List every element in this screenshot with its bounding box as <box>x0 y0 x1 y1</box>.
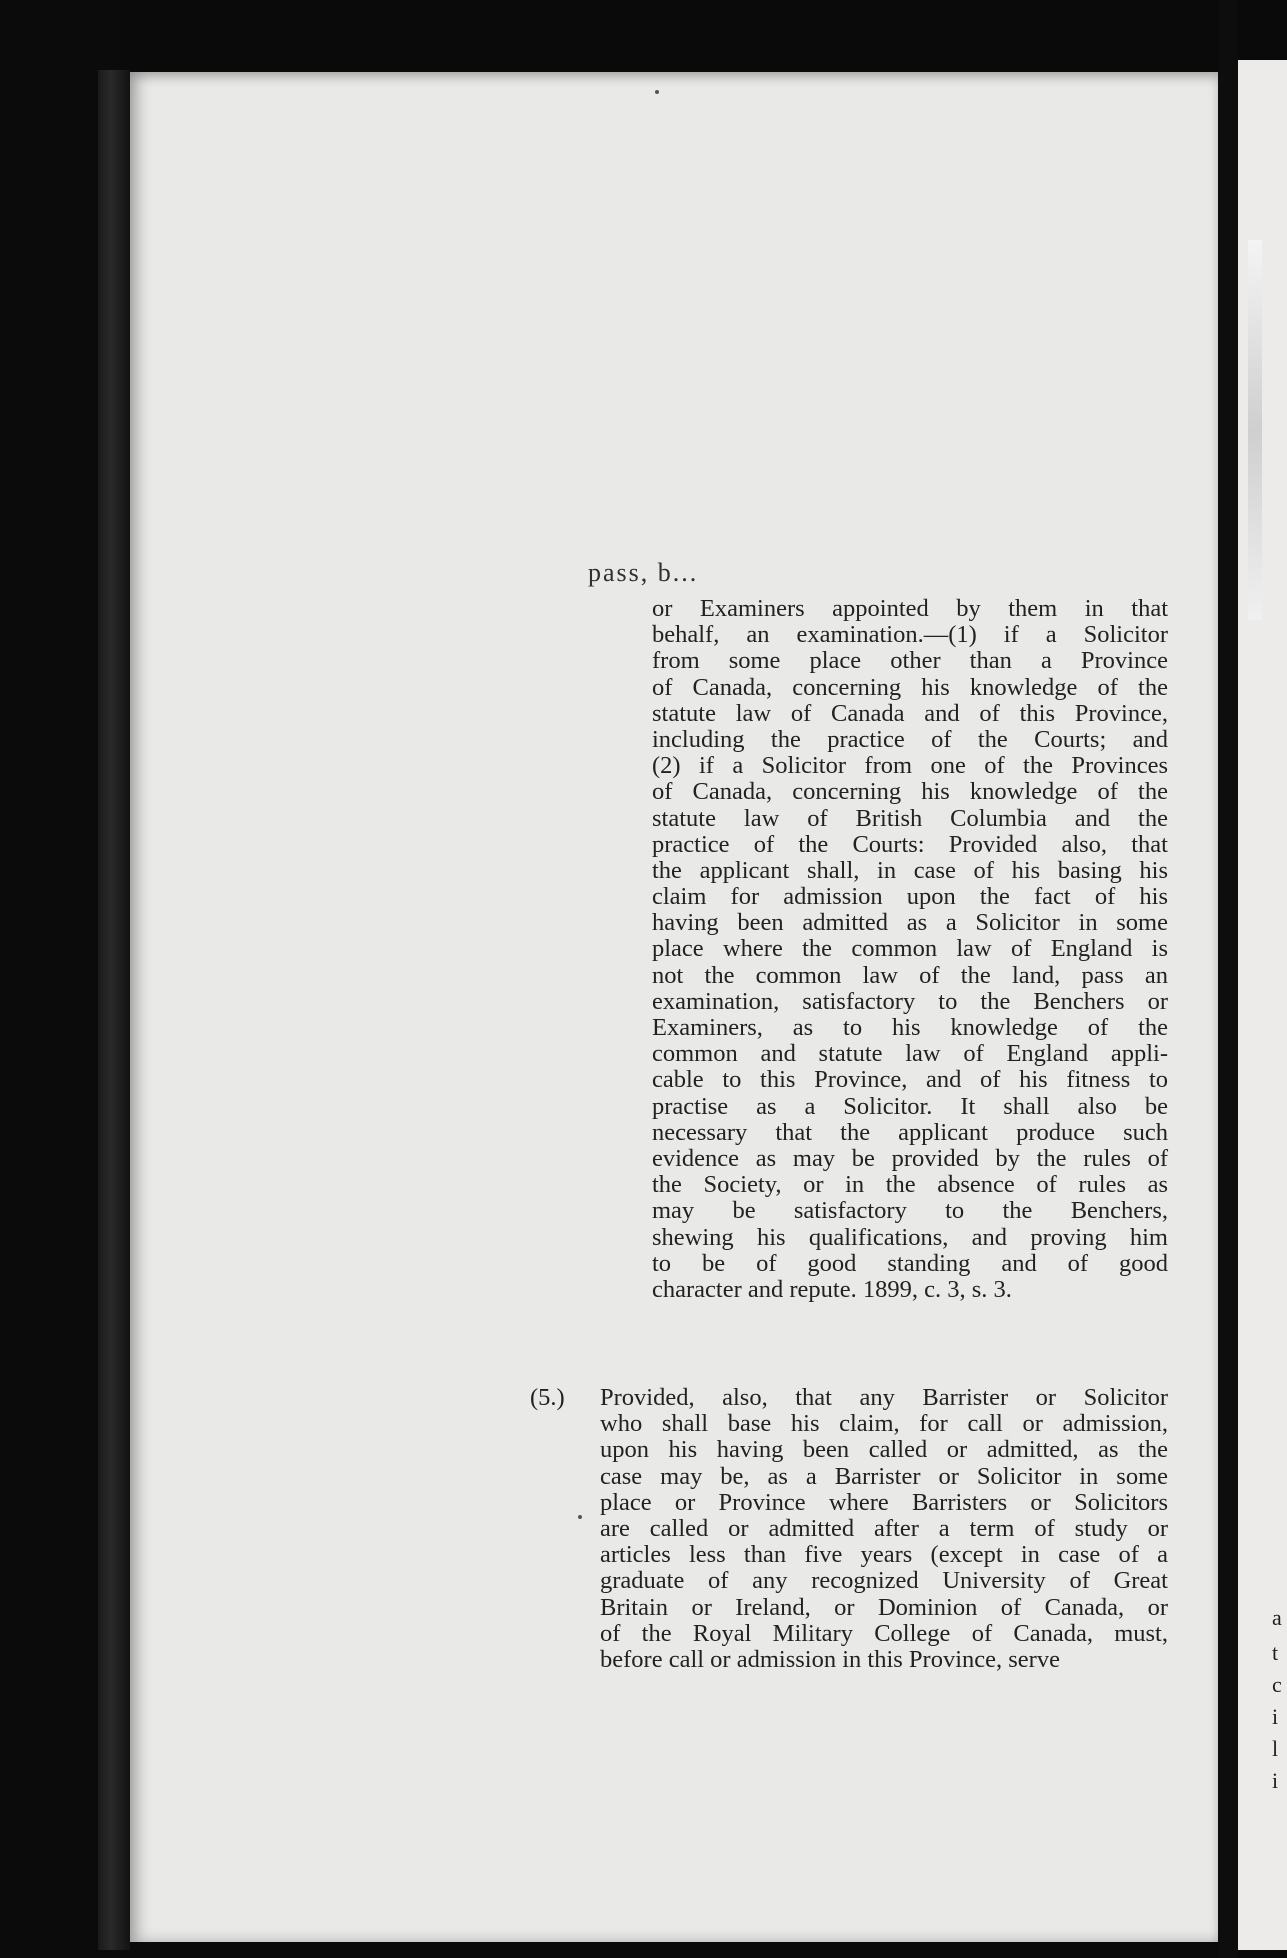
text-line: graduate of any recognized University of Great <box>600 1567 1168 1595</box>
text-line: Provided, also, that any Barrister or Solicitor <box>600 1384 1168 1411</box>
text-line: articles less than five years (except in case of a <box>600 1541 1168 1569</box>
book-spine <box>98 70 130 1950</box>
scan-speck <box>655 90 659 94</box>
facing-page-shadow <box>1248 240 1262 620</box>
text-line: upon his having been called or admitted, as the <box>600 1436 1168 1464</box>
cut-off-line: pass, b... <box>588 558 699 587</box>
facing-page-letter: i <box>1272 1768 1279 1793</box>
text-line: statute law of British Columbia and the <box>652 804 1168 832</box>
text-line: including the practice of the Courts; and <box>652 725 1168 753</box>
facing-page-edge <box>1238 60 1287 1950</box>
text-line: before call or admission in this Province, serve <box>600 1645 1060 1673</box>
facing-page-letter: c <box>1272 1672 1282 1697</box>
text-line: to be of good standing and of good <box>652 1249 1168 1277</box>
text-line: statute law of Canada and of this Province, <box>652 699 1168 727</box>
text-line: place or Province where Barristers or Solicitors <box>600 1488 1168 1516</box>
text-line: or Examiners appointed by them in that <box>652 595 1168 622</box>
text-line: of Canada, concerning his knowledge of the <box>652 673 1168 701</box>
section-number: (5.) <box>530 1384 565 1411</box>
facing-page-letter: t <box>1272 1640 1279 1665</box>
text-line: practice of the Courts: Provided also, that <box>652 830 1168 858</box>
text-line: evidence as may be provided by the rules of <box>652 1144 1168 1172</box>
text-line: behalf, an examination.—(1) if a Solicitor <box>652 621 1168 649</box>
facing-page-letter: i <box>1272 1704 1279 1729</box>
text-line: cable to this Province, and of his fitness to <box>652 1066 1168 1094</box>
text-line: Examiners, as to his knowledge of the <box>652 1014 1168 1041</box>
facing-page-letter: a <box>1272 1605 1282 1630</box>
text-line: are called or admitted after a term of study or <box>600 1514 1168 1542</box>
section-5-paragraph <box>600 1385 1168 1673</box>
text-line: shewing his qualifications, and proving him <box>652 1223 1168 1251</box>
page-gutter <box>1218 0 1238 1958</box>
text-line: necessary that the applicant produce such <box>652 1118 1168 1146</box>
text-line: who shall base his claim, for call or admission, <box>600 1410 1168 1438</box>
text-line: case may be, as a Barrister or Solicitor in some <box>600 1462 1168 1490</box>
text-line: not the common law of the land, pass an <box>652 961 1168 989</box>
text-line: the Society, or in the absence of rules as <box>652 1171 1168 1199</box>
paragraph-continuation <box>652 596 1168 1303</box>
text-line: place where the common law of England is <box>652 935 1168 963</box>
text-line: common and statute law of England appli- <box>652 1040 1168 1068</box>
scan-speck <box>578 1515 582 1519</box>
text-line: character and repute. 1899, c. 3, s. 3. <box>652 1275 1012 1303</box>
text-line: Britain or Ireland, or Dominion of Canada, or <box>600 1593 1168 1621</box>
text-line: may be satisfactory to the Benchers, <box>652 1197 1168 1225</box>
text-line: the applicant shall, in case of his basing his <box>652 856 1168 884</box>
text-line: examination, satisfactory to the Benchers or <box>652 987 1168 1015</box>
text-line: (2) if a Solicitor from one of the Provinces <box>652 752 1168 780</box>
text-line: practise as a Solicitor. It shall also be <box>652 1092 1168 1120</box>
text-line: of Canada, concerning his knowledge of the <box>652 778 1168 806</box>
text-line: claim for admission upon the fact of his <box>652 883 1168 911</box>
facing-page-letter: l <box>1272 1736 1279 1761</box>
text-line: of the Royal Military College of Canada, must, <box>600 1619 1168 1647</box>
text-line: from some place other than a Province <box>652 647 1168 675</box>
text-line: having been admitted as a Solicitor in some <box>652 909 1168 937</box>
